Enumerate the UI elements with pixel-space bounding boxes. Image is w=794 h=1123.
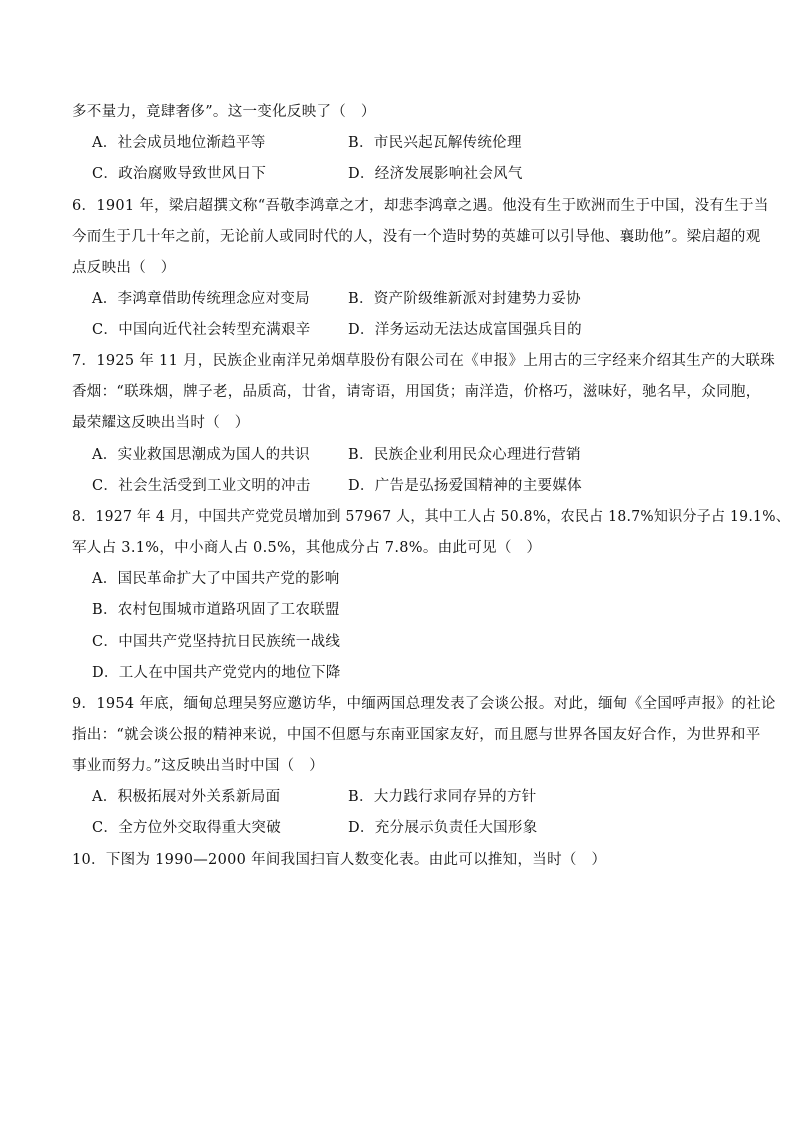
q9-option-c: C．全方位外交取得重大突破 — [92, 820, 281, 836]
q6-stem-line-1: 6．1901 年，梁启超撰文称“吾敬李鸿章之才，却悲李鸿章之遇。他没有生于欧洲而生于中国，没有生于当 — [72, 198, 769, 214]
q10-stem: 10．下图为 1990—2000 年间我国扫盲人数变化表。由此可以推知，当时（ ） — [72, 852, 607, 868]
q8-stem-line-2: 军人占 3.1%，中小商人占 0.5%，其他成分占 7.8%。由此可见（ ） — [72, 540, 542, 556]
q6-option-a: A．李鸿章借助传统理念应对变局 — [92, 291, 310, 307]
q8-option-b: B．农村包围城市道路巩固了工农联盟 — [92, 602, 340, 618]
q5-option-d: D．经济发展影响社会风气 — [348, 166, 523, 182]
q7-stem-line-1: 7．1925 年 11 月，民族企业南洋兄弟烟草股份有限公司在《申报》上用古的三字经来介绍其生产的大联珠 — [72, 353, 776, 369]
q6-option-d: D．洋务运动无法达成富国强兵目的 — [348, 322, 582, 338]
q9-stem-line-3: 事业而努力。”这反映出当时中国（ ） — [72, 758, 325, 774]
q5-stem: 多不量力，竟肆奢侈”。这一变化反映了（ ） — [72, 104, 376, 120]
q6-stem-line-2: 今而生于几十年之前，无论前人或同时代的人，没有一个造时势的英雄可以引导他、襄助他”。梁启超的观 — [72, 229, 761, 245]
q7-stem-line-2: 香烟：“联珠烟，牌子老，品质高，廿省，请寄语，用国货；南洋造，价格巧，滋味好，驰名早，众同胞， — [72, 384, 761, 400]
q7-stem-line-3: 最荣耀这反映出当时（ ） — [72, 415, 250, 431]
q9-option-a: A．积极拓展对外关系新局面 — [92, 789, 281, 805]
q9-stem-line-2: 指出：“就会谈公报的精神来说，中国不但愿与东南亚国家友好，而且愿与世界各国友好合作，为世界和平 — [72, 727, 761, 743]
q7-option-b: B．民族企业利用民众心理进行营销 — [348, 447, 581, 463]
q7-option-d: D．广告是弘扬爱国精神的主要媒体 — [348, 478, 582, 494]
q6-option-c: C．中国向近代社会转型充满艰辛 — [92, 322, 311, 338]
q8-option-d: D．工人在中国共产党党内的地位下降 — [92, 665, 341, 681]
q9-option-b: B．大力践行求同存异的方针 — [348, 789, 537, 805]
q6-stem-line-3: 点反映出（ ） — [72, 260, 176, 276]
q8-option-a: A．国民革命扩大了中国共产党的影响 — [92, 571, 340, 587]
q7-option-a: A．实业救国思潮成为国人的共识 — [92, 447, 310, 463]
q8-option-c: C．中国共产党坚持抗日民族统一战线 — [92, 634, 341, 650]
q9-option-d: D．充分展示负责任大国形象 — [348, 820, 538, 836]
q8-stem-line-1: 8．1927 年 4 月，中国共产党党员增加到 57967 人，其中工人占 50.8%，农民占 18.7%知识分子占 19.1%、 — [72, 509, 791, 525]
q7-option-c: C．社会生活受到工业文明的冲击 — [92, 478, 311, 494]
q5-option-a: A．社会成员地位渐趋平等 — [92, 135, 266, 151]
q5-option-b: B．市民兴起瓦解传统伦理 — [348, 135, 522, 151]
q9-stem-line-1: 9．1954 年底，缅甸总理吴努应邀访华，中缅两国总理发表了会谈公报。对此，缅甸《全国呼声报》的社论 — [72, 696, 776, 712]
q6-option-b: B．资产阶级维新派对封建势力妥协 — [348, 291, 581, 307]
q5-option-c: C．政治腐败导致世风日下 — [92, 166, 267, 182]
